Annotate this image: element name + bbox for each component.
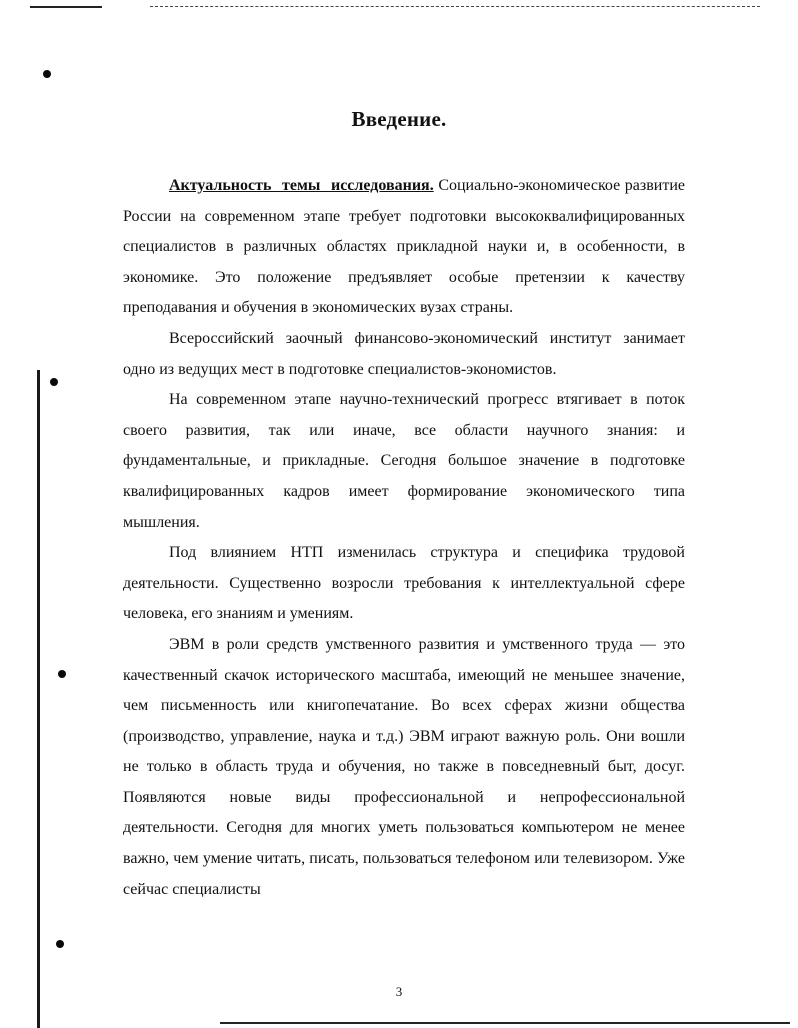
punch-hole-4 — [56, 940, 64, 948]
paragraph-5: ЭВМ в роли средств умственного развития и умственного труда — это качественный скачок исторического масштаба, имеющий не меньшее значение, чем письменность или книгопечатание. Во всех сферах жизни общества (производство, управление, наука и т.д.) ЭВМ играют важную роль. Они вошли не только в область труда и обучения, но также в повседневный быт, досуг. Появляются новые виды профессиональной и непрофессиональной деятельности. Сегодня для многих уметь пользоваться компьютером не менее важно, чем умение читать, писать, пользоваться телефоном или телевизором. Уже сейчас специалисты — [123, 635, 685, 898]
body-text — [123, 171, 685, 905]
paragraph-4: Под влиянием НТП изменилась структура и специфика трудовой деятельности. Существенно возросли требования к интеллектуальной сфере человека, его знаниям и умениям. — [123, 544, 685, 623]
paragraph-1 — [123, 171, 685, 324]
intro-term: Актуальность темы исследования. — [169, 177, 434, 194]
punch-hole-3 — [58, 670, 66, 678]
scan-edge-bottom — [220, 1022, 790, 1024]
scan-edge-top-dash — [150, 6, 760, 7]
punch-hole-2 — [50, 378, 58, 386]
punch-hole-1 — [43, 70, 51, 78]
page-number: 3 — [395, 984, 403, 999]
scan-edge-left — [37, 370, 40, 1028]
page-title: Введение. — [351, 107, 447, 132]
paragraph-3: На современном этапе научно-технический прогресс втягивает в поток своего развития, так или иначе, все области научного знания: и фундаментальные, и прикладные. Сегодня большое значение в подготовке квалифицированных кадров имеет формирование экономического типа мышления. — [123, 391, 685, 531]
scan-edge-top-left — [30, 6, 102, 8]
paragraph-2: Всероссийский заочный финансово-экономический институт занимает одно из ведущих мест в подготовке специалистов-экономистов. — [123, 329, 685, 378]
paragraph-1-text: Социально-экономическое развитие России на современном этапе требует подготовки высококвалифицированных специалистов в различных областях прикладной науки и, в особенности, в экономике. Это положение предъявляет особые претензии к качеству преподавания и обучения в экономических вузах страны. — [123, 177, 685, 317]
